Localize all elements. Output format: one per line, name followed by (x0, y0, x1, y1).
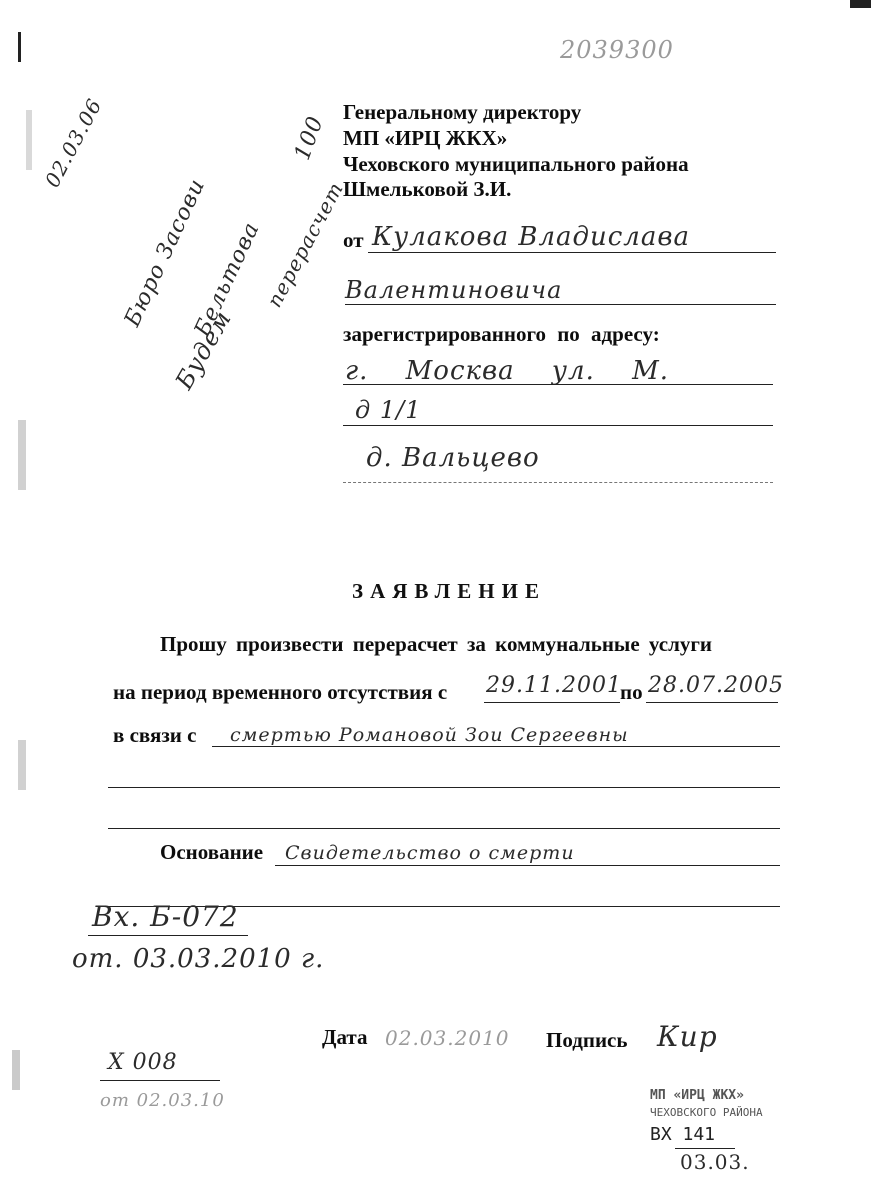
address-line-2: д 1/1 (355, 396, 422, 424)
reason-label: в связи с (113, 723, 197, 747)
registration-label: зарегистрированного по адресу: (343, 322, 660, 346)
stamp-line-4: 03.03. (680, 1150, 750, 1174)
date-label: Дата (322, 1025, 368, 1049)
incoming-ref: Вх. Б-072 (92, 900, 239, 933)
from-name-line-1: Кулакова Владислава (372, 222, 690, 252)
reason-text: смертью Романовой Зои Сергеевны (230, 724, 629, 746)
dotted-line (343, 482, 773, 483)
underline (88, 935, 248, 936)
document-number: 2039300 (560, 36, 674, 64)
underline (275, 865, 780, 866)
underline (100, 1080, 220, 1081)
scan-edge-mark (18, 32, 21, 62)
document-title: ЗАЯВЛЕНИЕ (352, 579, 546, 603)
underline (343, 384, 773, 385)
blank-line (108, 828, 780, 829)
underline (212, 746, 780, 747)
date-to: 28.07.2005 (648, 673, 784, 698)
margin-note: 02.03.06 (40, 94, 107, 192)
corner-mark (850, 0, 871, 8)
basis-label: Основание (160, 840, 264, 864)
basis-text: Свидетельство о смерти (285, 842, 575, 864)
stamp-rule (675, 1148, 735, 1149)
underline (343, 425, 773, 426)
request-line: Прошу произвести перерасчет за коммунальные услуги (160, 632, 712, 656)
date-from: 29.11.2001 (486, 673, 622, 698)
header-line-2: МП «ИРЦ ЖКХ» (343, 126, 508, 150)
address-line-1: г. Москва ул. М. (345, 356, 669, 386)
margin-note: 100 (290, 112, 329, 164)
address-line-3: д. Вальцево (366, 443, 540, 473)
header-line-4: Шмельковой З.И. (343, 177, 512, 201)
stamp-line-1: МП «ИРЦ ЖКХ» (650, 1088, 744, 1103)
date-value: 02.03.2010 (385, 1026, 510, 1050)
signature-label: Подпись (546, 1028, 628, 1052)
blank-line (108, 787, 780, 788)
scan-speck (26, 110, 32, 170)
from-label: от (343, 228, 364, 252)
scan-speck (12, 1050, 20, 1090)
underline (368, 252, 776, 253)
margin-note: Будем (170, 305, 238, 394)
underline (484, 702, 620, 703)
header-line-3: Чеховского муниципального района (343, 152, 689, 176)
from-name-line-2: Валентиновича (345, 276, 563, 304)
incoming-date: от. 03.03.2010 г. (72, 944, 325, 974)
margin-note: Бельтова (190, 218, 265, 341)
underline (646, 702, 778, 703)
lower-note-line-2: от 02.03.10 (100, 1090, 225, 1111)
scan-speck (18, 420, 26, 490)
signature: Кир (657, 1020, 718, 1053)
margin-note: Бюро Засови (120, 174, 211, 331)
lower-note-line-1: Х 008 (108, 1050, 178, 1075)
margin-note: перерасчет (262, 177, 349, 312)
header-line-1: Генеральному директору (343, 100, 582, 124)
scan-speck (18, 740, 26, 790)
stamp-line-3: ВХ 141 (650, 1124, 716, 1145)
underline (345, 304, 776, 305)
po-label: по (620, 680, 643, 704)
period-prefix: на период временного отсутствия с (113, 680, 448, 704)
stamp-line-2: ЧЕХОВСКОГО РАЙОНА (650, 1106, 763, 1119)
